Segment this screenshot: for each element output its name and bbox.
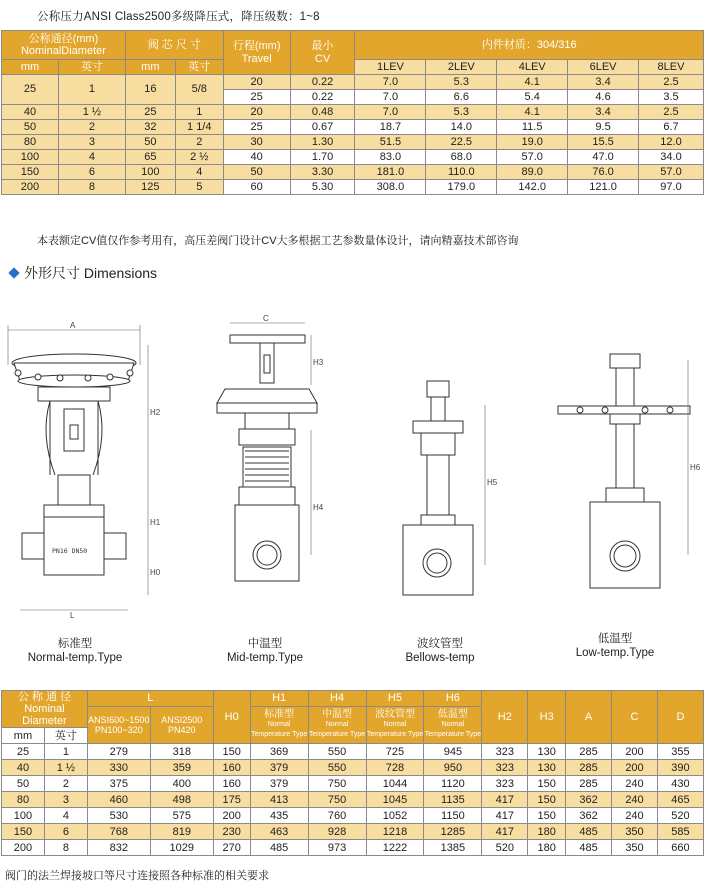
th2-h6-type: 低温型 Normal Temperature Type [424, 707, 482, 744]
th2-l1: ANSI600~1500 PN100~320 [87, 707, 150, 744]
dim-cell: 1222 [366, 840, 424, 856]
cv-cell-size: 50 [2, 120, 59, 135]
dim-cell: 1 [44, 744, 87, 760]
cv-cell: 14.0 [426, 120, 497, 135]
dim-a-label: A [70, 321, 76, 330]
cv-cell: 5.30 [290, 180, 355, 195]
dim-cell: 323 [482, 760, 528, 776]
dim-cell: 150 [528, 808, 566, 824]
caption-mid: 中温型 Mid-temp.Type [226, 638, 304, 664]
cv-cell: 121.0 [568, 180, 639, 195]
dim-cell: 362 [566, 792, 612, 808]
cv-cell: 2.5 [638, 105, 703, 120]
dim-cell: 8 [44, 840, 87, 856]
cv-cell: 20 [223, 105, 290, 120]
dim-cell: 200 [2, 840, 45, 856]
dim-cell: 279 [87, 744, 150, 760]
cv-cell: 15.5 [568, 135, 639, 150]
cv-cell-size: 5/8 [175, 75, 223, 105]
caption-bellows: 波纹管型 Bellows-temp [405, 638, 475, 664]
dim-cell: 973 [308, 840, 366, 856]
dim-cell: 413 [250, 792, 308, 808]
spec-title: 公称压力ANSI Class2500多级降压式，降压级数：1~8 [37, 11, 320, 23]
dim-cell: 928 [308, 824, 366, 840]
cv-row [2, 120, 704, 135]
dim-cell: 369 [250, 744, 308, 760]
dim-cell: 150 [2, 824, 45, 840]
th-sub: mm [125, 60, 175, 75]
dim-cell: 1029 [150, 840, 213, 856]
cv-cell-size: 4 [58, 150, 125, 165]
diamond-bullet-icon [8, 267, 19, 278]
dim-cell: 585 [657, 824, 703, 840]
th-lev: 8LEV [638, 60, 703, 75]
cv-cell: 5.4 [497, 90, 568, 105]
cv-cell-size: 5 [175, 180, 223, 195]
dim-h6-label: H6 [690, 463, 701, 472]
th-material: 内件材质：304/316 [355, 31, 704, 60]
dim-cell: 660 [657, 840, 703, 856]
caption-low: 低温型 Low-temp.Type [575, 633, 655, 659]
cv-cell: 4.1 [497, 105, 568, 120]
cv-cell-size: 40 [2, 105, 59, 120]
cv-cell-size: 3 [58, 135, 125, 150]
dim-cell: 180 [528, 840, 566, 856]
cv-cell: 25 [223, 120, 290, 135]
cv-row [2, 75, 704, 90]
dim-cell: 285 [566, 776, 612, 792]
dim-cell: 465 [657, 792, 703, 808]
dim-cell: 498 [150, 792, 213, 808]
dim-cell: 330 [87, 760, 150, 776]
th2-h6: H6 [424, 691, 482, 707]
cv-cell: 4.1 [497, 75, 568, 90]
cv-cell-size: 1 1/4 [175, 120, 223, 135]
drawing-normal-temp [0, 321, 170, 625]
cv-cell: 47.0 [568, 150, 639, 165]
dim-cell: 375 [87, 776, 150, 792]
dim-cell: 485 [566, 840, 612, 856]
cv-cell: 5.3 [426, 105, 497, 120]
dim-cell: 575 [150, 808, 213, 824]
footer-note: 阀门的法兰焊接坡口等尺寸连接照各种标准的相关要求 [5, 870, 269, 882]
cv-note: 本表额定CV值仅作参考用有，高压差阀门设计CV大多根据工艺参数量体设计，请向精嘉技术部咨询 [37, 235, 519, 247]
cv-cell: 0.67 [290, 120, 355, 135]
cv-row [2, 150, 704, 165]
th2-h1-type: 标准型 Normal Temperature Type [250, 707, 308, 744]
cv-cell: 7.0 [355, 105, 426, 120]
dim-cell: 417 [482, 824, 528, 840]
cv-cell: 2.5 [638, 75, 703, 90]
dim-cell: 1052 [366, 808, 424, 824]
cv-row [2, 135, 704, 150]
dim-cell: 240 [612, 808, 658, 824]
drawing-bellows [385, 375, 505, 605]
dim-cell: 130 [528, 744, 566, 760]
cv-cell-size: 150 [2, 165, 59, 180]
cv-cell: 3.4 [568, 75, 639, 90]
dim-cell: 270 [213, 840, 250, 856]
th2-nominal: 公 称 通 径 Nominal Diameter [2, 691, 88, 728]
section-title [10, 263, 157, 283]
cv-cell: 181.0 [355, 165, 426, 180]
cv-cell-size: 1 [58, 75, 125, 105]
dim-cell: 832 [87, 840, 150, 856]
th-cv: 最小 CV [290, 31, 355, 75]
dim-cell: 362 [566, 808, 612, 824]
dim-l-label: L [70, 611, 75, 620]
cv-cell: 51.5 [355, 135, 426, 150]
dim-cell: 760 [308, 808, 366, 824]
th-seat: 阀 芯 尺 寸 [125, 31, 223, 60]
dimension-table [1, 690, 704, 856]
cv-cell: 40 [223, 150, 290, 165]
cv-cell: 3.4 [568, 105, 639, 120]
dim-cell: 485 [566, 824, 612, 840]
dim-cell: 180 [528, 824, 566, 840]
cv-cell: 7.0 [355, 90, 426, 105]
th2-h5: H5 [366, 691, 424, 707]
cv-cell: 3.5 [638, 90, 703, 105]
cv-cell-size: 8 [58, 180, 125, 195]
dim-cell: 50 [2, 776, 45, 792]
dim-cell: 150 [528, 776, 566, 792]
dim-cell: 318 [150, 744, 213, 760]
dim-cell: 359 [150, 760, 213, 776]
cv-cell-size: 2 ½ [175, 150, 223, 165]
dim-cell: 150 [528, 792, 566, 808]
dim-cell: 550 [308, 760, 366, 776]
dim-cell: 6 [44, 824, 87, 840]
cv-cell: 57.0 [638, 165, 703, 180]
cv-cell: 89.0 [497, 165, 568, 180]
dim-cell: 323 [482, 776, 528, 792]
cv-cell: 83.0 [355, 150, 426, 165]
cv-table [1, 30, 704, 195]
dim-cell: 520 [482, 840, 528, 856]
drawing-mid-temp [205, 315, 335, 605]
th2-h0: H0 [213, 691, 250, 744]
dim-cell: 40 [2, 760, 45, 776]
dim-cell: 485 [250, 840, 308, 856]
th2-a: A [566, 691, 612, 744]
cv-cell-size: 6 [58, 165, 125, 180]
dim-cell: 768 [87, 824, 150, 840]
caption-normal: 标准型 Normal-temp.Type [27, 638, 123, 664]
dim-cell: 530 [87, 808, 150, 824]
cv-cell: 142.0 [497, 180, 568, 195]
cv-cell: 57.0 [497, 150, 568, 165]
cv-cell: 25 [223, 90, 290, 105]
dim-cell: 160 [213, 760, 250, 776]
cv-cell: 34.0 [638, 150, 703, 165]
cv-row [2, 105, 704, 120]
dim-cell: 1135 [424, 792, 482, 808]
cv-cell: 22.5 [426, 135, 497, 150]
dim-cell: 460 [87, 792, 150, 808]
cv-cell-size: 80 [2, 135, 59, 150]
dim-row [2, 792, 704, 808]
dim-row [2, 776, 704, 792]
cv-cell: 76.0 [568, 165, 639, 180]
cv-cell: 110.0 [426, 165, 497, 180]
cv-cell-size: 65 [125, 150, 175, 165]
cv-cell: 7.0 [355, 75, 426, 90]
cv-cell-size: 1 ½ [58, 105, 125, 120]
cv-cell: 1.70 [290, 150, 355, 165]
th2-h2: H2 [482, 691, 528, 744]
dim-h1-label: H1 [150, 518, 161, 527]
dim-cell: 1045 [366, 792, 424, 808]
cv-cell: 308.0 [355, 180, 426, 195]
cv-cell: 0.22 [290, 90, 355, 105]
dim-cell: 150 [213, 744, 250, 760]
dim-cell: 750 [308, 776, 366, 792]
dim-cell: 945 [424, 744, 482, 760]
dim-h0-label: H0 [150, 568, 161, 577]
cv-cell-size: 100 [2, 150, 59, 165]
dim-row [2, 824, 704, 840]
cv-cell: 5.3 [426, 75, 497, 90]
dim-cell: 417 [482, 808, 528, 824]
dim-cell: 285 [566, 760, 612, 776]
nameplate-text: PN16 DN50 [52, 547, 88, 555]
dim-h2-label: H2 [150, 408, 161, 417]
cv-row [2, 165, 704, 180]
dim-cell: 750 [308, 792, 366, 808]
cv-cell-size: 125 [125, 180, 175, 195]
cv-cell-size: 4 [175, 165, 223, 180]
dim-cell: 1218 [366, 824, 424, 840]
dim-h3-label: H3 [313, 358, 324, 367]
dim-cell: 1 ½ [44, 760, 87, 776]
dim-cell: 417 [482, 792, 528, 808]
th2-h1: H1 [250, 691, 308, 707]
dim-cell: 200 [612, 744, 658, 760]
th2-l: L [87, 691, 213, 707]
cv-cell: 50 [223, 165, 290, 180]
dim-cell: 430 [657, 776, 703, 792]
cv-cell: 12.0 [638, 135, 703, 150]
dim-row [2, 808, 704, 824]
dim-c-label: C [263, 314, 269, 323]
cv-cell: 60 [223, 180, 290, 195]
dim-cell: 160 [213, 776, 250, 792]
dim-cell: 355 [657, 744, 703, 760]
dim-cell: 350 [612, 840, 658, 856]
dim-cell: 1044 [366, 776, 424, 792]
section-title-text: 外形尺寸 Dimensions [24, 265, 158, 281]
dim-cell: 463 [250, 824, 308, 840]
cv-cell-size: 2 [58, 120, 125, 135]
dim-cell: 725 [366, 744, 424, 760]
th-sub: 英寸 [58, 60, 125, 75]
dim-cell: 323 [482, 744, 528, 760]
dim-cell: 400 [150, 776, 213, 792]
cv-cell-size: 1 [175, 105, 223, 120]
dim-cell: 950 [424, 760, 482, 776]
cv-cell: 4.6 [568, 90, 639, 105]
cv-cell: 68.0 [426, 150, 497, 165]
dim-cell: 1120 [424, 776, 482, 792]
th2-h4-type: 中温型 Normal Temperature Type [308, 707, 366, 744]
cv-cell: 97.0 [638, 180, 703, 195]
dim-cell: 130 [528, 760, 566, 776]
cv-row [2, 180, 704, 195]
cv-cell: 18.7 [355, 120, 426, 135]
cv-cell: 30 [223, 135, 290, 150]
th-lev: 6LEV [568, 60, 639, 75]
th2-d: D [657, 691, 703, 744]
dim-cell: 240 [612, 792, 658, 808]
cv-cell: 1.30 [290, 135, 355, 150]
dim-cell: 520 [657, 808, 703, 824]
dim-row [2, 744, 704, 760]
dim-cell: 435 [250, 808, 308, 824]
dim-cell: 819 [150, 824, 213, 840]
cv-cell-size: 32 [125, 120, 175, 135]
dim-row [2, 760, 704, 776]
dim-h5-label: H5 [487, 478, 498, 487]
cv-cell: 0.22 [290, 75, 355, 90]
cv-cell-size: 100 [125, 165, 175, 180]
dim-cell: 240 [612, 776, 658, 792]
dim-cell: 550 [308, 744, 366, 760]
th-nominal: 公称通径(mm) NominalDiameter [2, 31, 126, 60]
dim-cell: 728 [366, 760, 424, 776]
dim-cell: 379 [250, 776, 308, 792]
cv-cell: 19.0 [497, 135, 568, 150]
dim-row [2, 840, 704, 856]
drawing-low-temp [550, 350, 700, 605]
th2-c: C [612, 691, 658, 744]
dim-cell: 3 [44, 792, 87, 808]
dim-cell: 80 [2, 792, 45, 808]
th2-l2: ANSI2500 PN420 [150, 707, 213, 744]
cv-cell: 6.7 [638, 120, 703, 135]
dim-cell: 350 [612, 824, 658, 840]
cv-cell: 20 [223, 75, 290, 90]
dim-cell: 1150 [424, 808, 482, 824]
dim-cell: 230 [213, 824, 250, 840]
dim-cell: 285 [566, 744, 612, 760]
cv-cell-size: 16 [125, 75, 175, 105]
cv-cell-size: 25 [125, 105, 175, 120]
th2-sub: mm [2, 728, 45, 744]
cv-cell: 6.6 [426, 90, 497, 105]
dim-cell: 25 [2, 744, 45, 760]
dim-cell: 1385 [424, 840, 482, 856]
dim-cell: 4 [44, 808, 87, 824]
th2-sub: 英寸 [44, 728, 87, 744]
cv-cell: 0.48 [290, 105, 355, 120]
dim-cell: 2 [44, 776, 87, 792]
cv-cell: 9.5 [568, 120, 639, 135]
dim-cell: 390 [657, 760, 703, 776]
dim-cell: 200 [612, 760, 658, 776]
dim-cell: 100 [2, 808, 45, 824]
cv-cell: 179.0 [426, 180, 497, 195]
dim-cell: 175 [213, 792, 250, 808]
th-lev: 1LEV [355, 60, 426, 75]
th-sub: 英寸 [175, 60, 223, 75]
th2-h5-type: 波纹管型 Normal Temperature Type [366, 707, 424, 744]
dim-cell: 1285 [424, 824, 482, 840]
th-lev: 4LEV [497, 60, 568, 75]
th-lev: 2LEV [426, 60, 497, 75]
th-sub: mm [2, 60, 59, 75]
cv-cell: 3.30 [290, 165, 355, 180]
dim-h4-label: H4 [313, 503, 324, 512]
th2-h4: H4 [308, 691, 366, 707]
dim-cell: 200 [213, 808, 250, 824]
cv-cell-size: 2 [175, 135, 223, 150]
th2-h3: H3 [528, 691, 566, 744]
cv-cell: 11.5 [497, 120, 568, 135]
cv-cell-size: 25 [2, 75, 59, 105]
dim-cell: 379 [250, 760, 308, 776]
cv-cell-size: 200 [2, 180, 59, 195]
cv-cell-size: 50 [125, 135, 175, 150]
th-travel: 行程(mm) Travel [223, 31, 290, 75]
